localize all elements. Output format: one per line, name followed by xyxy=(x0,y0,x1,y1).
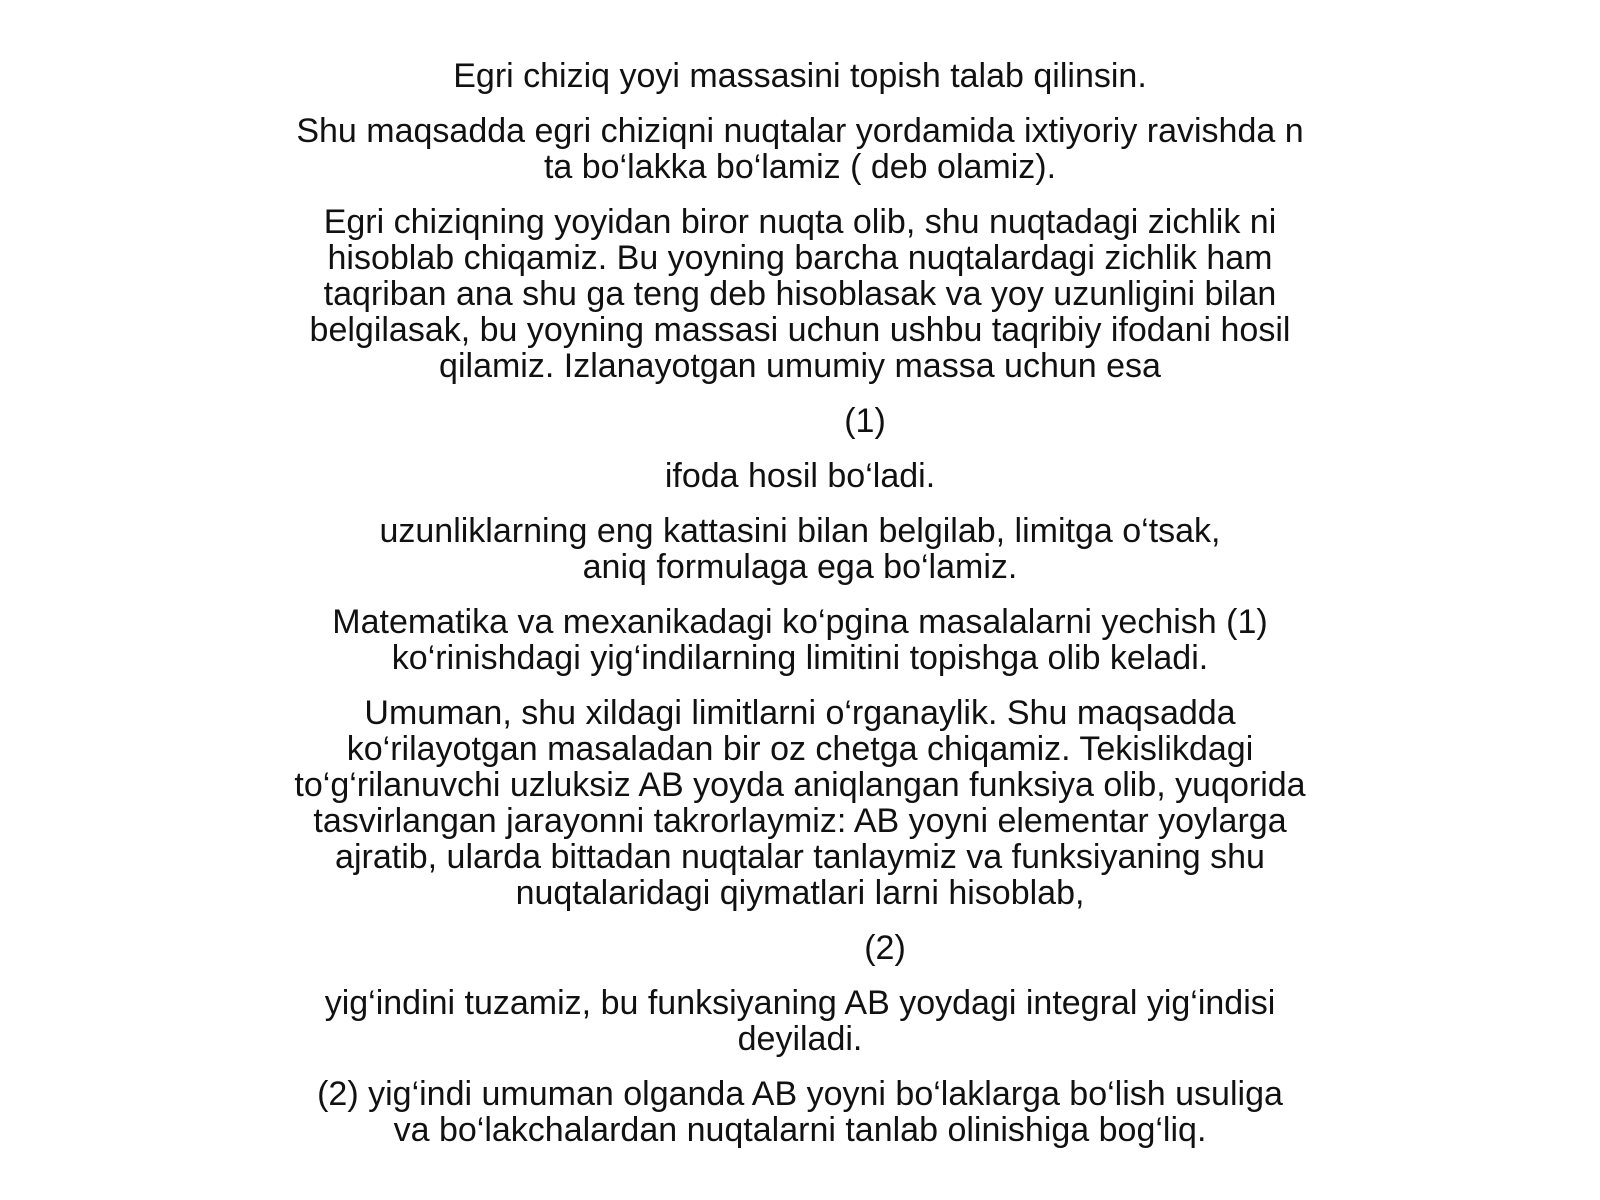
text-line: ta bo‘lakka bo‘lamiz ( deb olamiz). xyxy=(543,148,1057,186)
paragraph-mathematics xyxy=(200,604,1400,676)
text-line: nuqtalaridagi qiymatlari larni hisoblab, xyxy=(515,874,1085,912)
equation-number-2 xyxy=(200,930,1400,966)
text-line: aniq formulaga ega bo‘lamiz. xyxy=(582,548,1018,586)
text-line: belgilasak, bu yoyning massasi uchun ushbu taqribiy ifodani hosil xyxy=(309,311,1291,349)
text-line: to‘g‘rilanuvchi uzluksiz AB yoyda aniqlangan funksiya olib, yuqorida xyxy=(294,766,1306,804)
text-line: ko‘rinishdagi yig‘indilarning limitini topishga olib keladi. xyxy=(391,639,1209,677)
text-line: tasvirlangan jarayonni takrorlaymiz: AB yoyni elementar yoylarga xyxy=(313,802,1287,840)
paragraph-limit xyxy=(200,513,1400,585)
equation-number-1 xyxy=(200,403,1400,439)
text-line: Shu maqsadda egri chiziqni nuqtalar yordamida ixtiyoriy ravishda n xyxy=(296,112,1304,150)
paragraph-dependence xyxy=(200,1076,1400,1148)
text-line: (2) yig‘indi umuman olganda AB yoyni bo‘laklarga bo‘lish usuliga xyxy=(317,1075,1283,1113)
text-line: ifoda hosil bo‘ladi. xyxy=(664,457,936,495)
text-line: Egri chiziqning yoyidan biror nuqta olib, shu nuqtadagi zichlik ni xyxy=(323,203,1277,241)
paragraph-problem-statement xyxy=(200,58,1400,94)
paragraph-density xyxy=(200,204,1400,384)
text-line: Matematika va mexanikadagi ko‘pgina masalalarni yechish (1) xyxy=(332,603,1268,641)
equation-label: (2) xyxy=(864,929,906,967)
text-line: Umuman, shu xildagi limitlarni o‘rganaylik. Shu maqsadda xyxy=(364,694,1236,732)
paragraph-expression-result xyxy=(200,458,1400,494)
paragraph-integral-sum xyxy=(200,985,1400,1057)
text-line: qilamiz. Izlanayotgan umumiy massa uchun esa xyxy=(439,347,1161,385)
text-line: Egri chiziq yoyi massasini topish talab qilinsin. xyxy=(453,57,1147,95)
text-line: taqriban ana shu ga teng deb hisoblasak va yoy uzunligini bilan xyxy=(323,275,1277,313)
paragraph-general-case xyxy=(200,695,1400,911)
slide-text-body xyxy=(200,58,1400,1167)
paragraph-partition xyxy=(200,113,1400,185)
text-line: yig‘indini tuzamiz, bu funksiyaning AB yoydagi integral yig‘indisi xyxy=(324,984,1276,1022)
text-line: ajratib, ularda bittadan nuqtalar tanlaymiz va funksiyaning shu xyxy=(335,838,1265,876)
text-line: deyiladi. xyxy=(737,1020,863,1058)
text-line: hisoblab chiqamiz. Bu yoyning barcha nuqtalardagi zichlik ham xyxy=(327,239,1273,277)
text-line: va bo‘lakchalardan nuqtalarni tanlab olinishiga bog‘liq. xyxy=(393,1111,1207,1149)
text-line: ko‘rilayotgan masaladan bir oz chetga chiqamiz. Tekislikdagi xyxy=(346,730,1254,768)
equation-label: (1) xyxy=(844,402,886,440)
text-line: uzunliklarning eng kattasini bilan belgilab, limitga o‘tsak, xyxy=(379,512,1221,550)
